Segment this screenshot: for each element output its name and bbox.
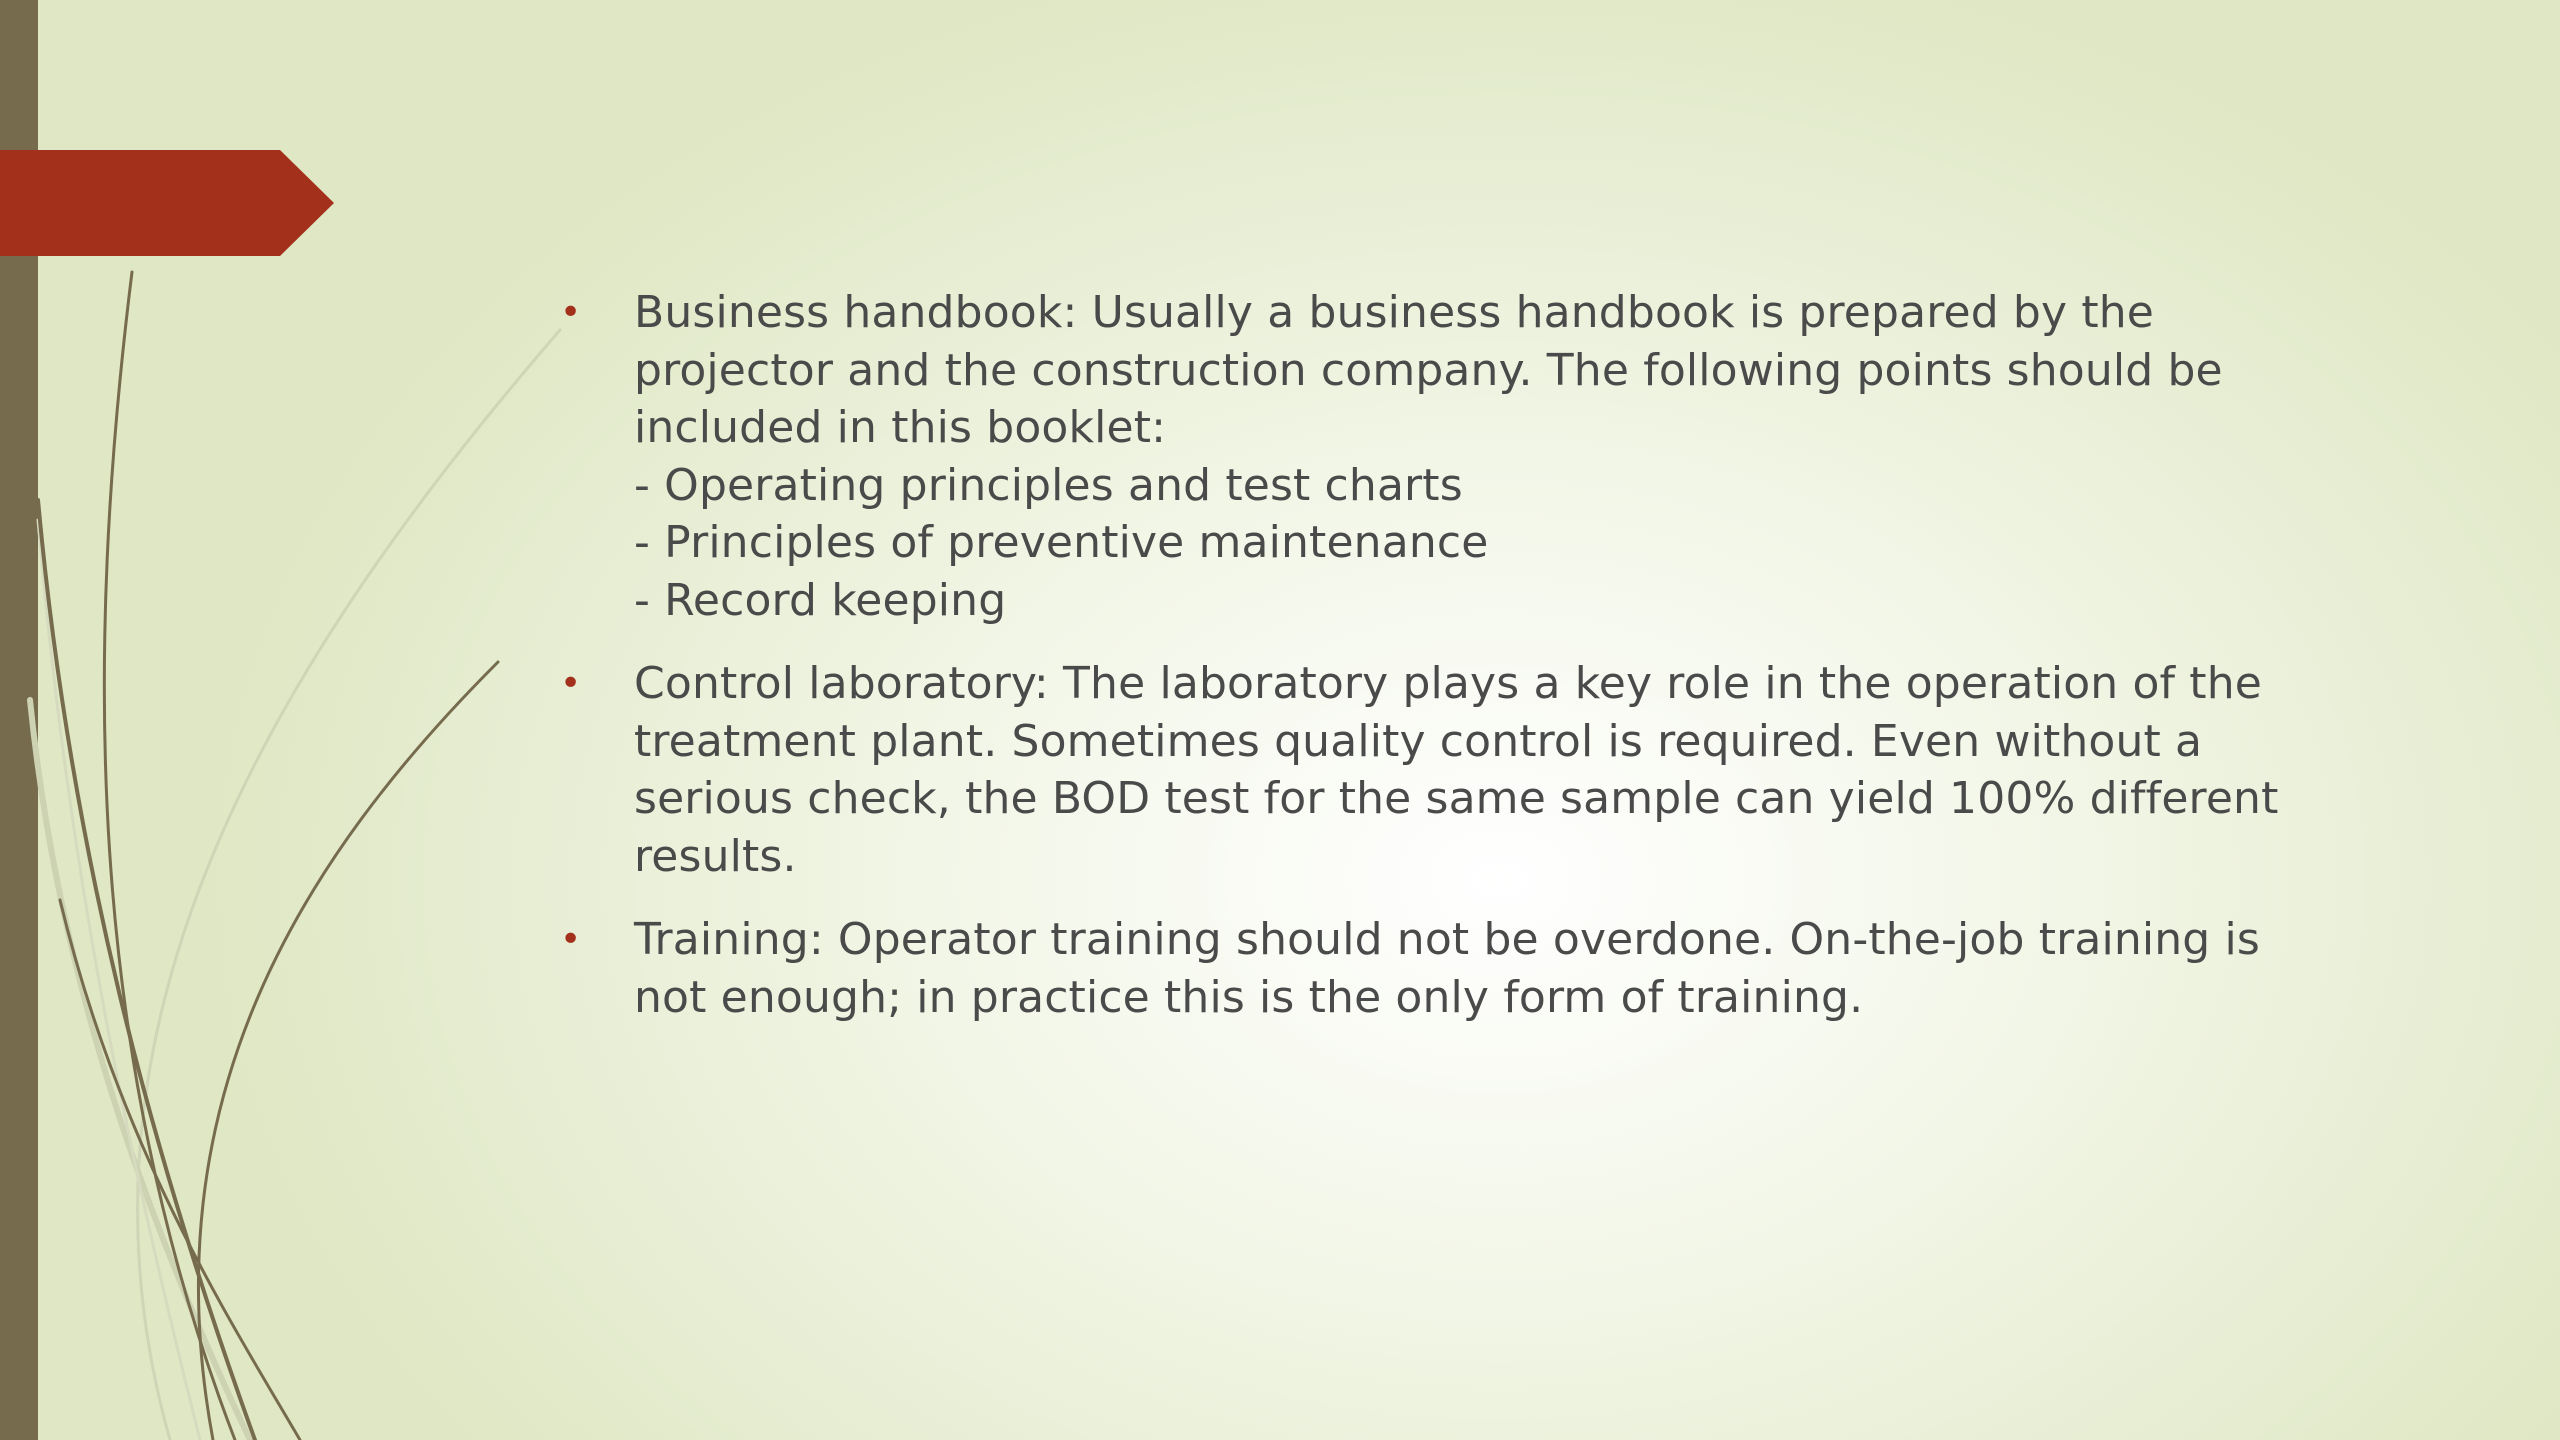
bullet-text-line: projector and the construction company. The following points should be bbox=[634, 344, 2223, 396]
bullet-marker: • bbox=[560, 919, 582, 960]
bullet-text-line: Training: Operator training should not be overdone. On-the-job training is bbox=[634, 914, 2260, 965]
curve-light-thin bbox=[38, 520, 200, 1440]
bullet-list bbox=[560, 284, 2360, 1052]
bullet-control-laboratory bbox=[560, 655, 2360, 885]
curve-dark-tall bbox=[104, 272, 235, 1440]
bullet-marker: • bbox=[560, 663, 582, 704]
bullet-text-line: serious check, the BOD test for the same sample can yield 100% different bbox=[634, 773, 2279, 824]
bullet-text-line: results. bbox=[634, 830, 797, 882]
curve-dark-right bbox=[198, 662, 498, 1440]
bullet-marker: • bbox=[560, 292, 582, 333]
sub-item-operating-principles: - Operating principles and test charts bbox=[634, 459, 1463, 511]
bullet-text-line: Control laboratory: The laboratory plays a key role in the operation of the bbox=[634, 658, 2262, 709]
bullet-training bbox=[560, 911, 2360, 1026]
curve-dark-left bbox=[38, 500, 255, 1440]
curve-light-outer bbox=[138, 330, 560, 1440]
bullet-business-handbook bbox=[560, 284, 2360, 629]
sub-item-preventive-maintenance: - Principles of preventive maintenance bbox=[634, 517, 1489, 568]
bullet-text-line: not enough; in practice this is the only form of training. bbox=[634, 971, 1864, 1023]
bullet-text-line: treatment plant. Sometimes quality control is required. Even without a bbox=[634, 715, 2203, 767]
bullet-text-line: Business handbook: Usually a business handbook is prepared by the bbox=[634, 287, 2154, 338]
sub-item-record-keeping: - Record keeping bbox=[634, 574, 1007, 626]
bullet-text-line: included in this booklet: bbox=[634, 402, 1167, 453]
title-tab-shape bbox=[0, 150, 334, 256]
